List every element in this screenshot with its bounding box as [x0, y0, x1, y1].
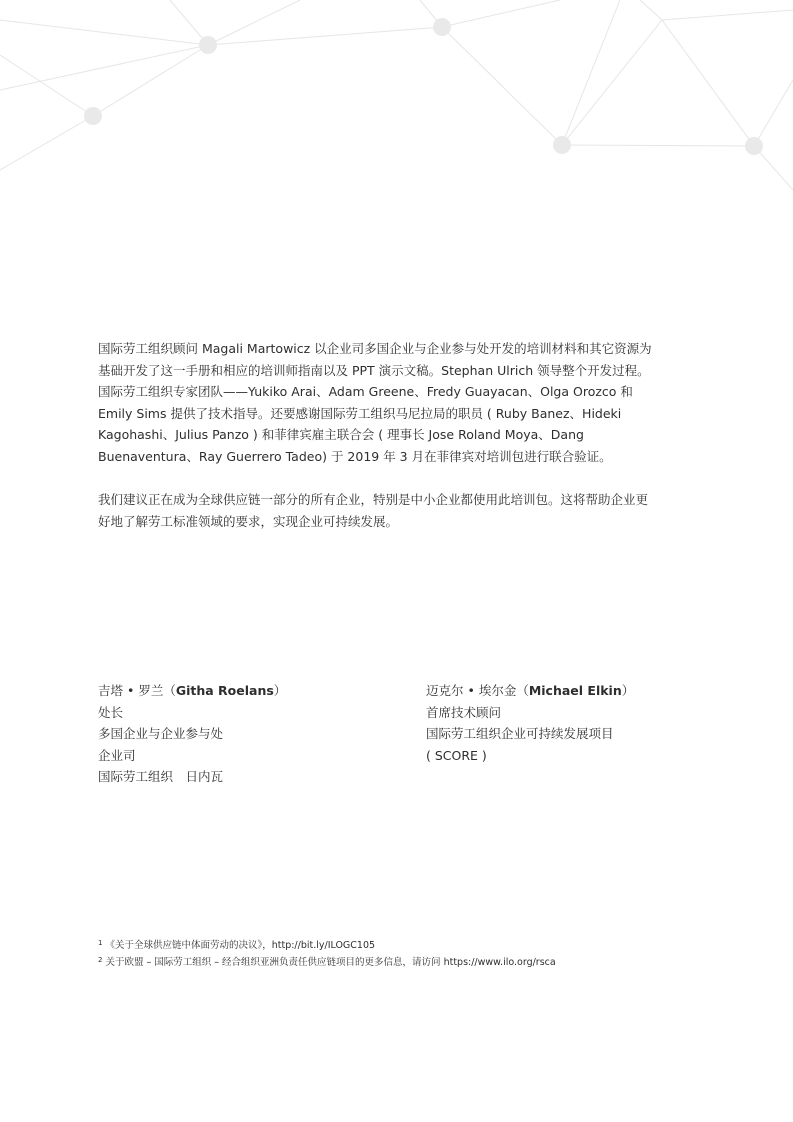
signatory-right [426, 680, 634, 766]
signatory-project-acronym: ( SCORE ) [426, 747, 487, 763]
footnote-text: 《关于全球供应链中体面劳动的决议》，http://bit.ly/ILOGC105 [105, 940, 376, 951]
acknowledgement-paragraph: 国际劳工组织顾问 Magali Martowicz 以企业司多国企业与企业参与处开发的培训材料和其它资源为基础开发了这一手册和相应的培训师指南以及 PPT 演示文稿。Stephan Ulrich 领导整个开发过程。国际劳工组织专家团队——Yukiko Arai、Adam Greene、Fredy Guayacan、Olga Orozco 和 Emily Sims 提供了技术指导。还要感谢国际劳工组织马尼拉局的职员 ( Ruby Banez、Hideki Kagohashi、Julius Panzo ) 和菲律宾雇主联合会 ( 理事长 Jose Roland Moya、Dang Buenaventura、Ray Guerrero Tadeo) 于 2019 年 3 月在菲律宾对培训包进行联合验证。 [98, 341, 652, 464]
footnote [98, 954, 698, 971]
footnote-text: 关于欧盟 – 国际劳工组织 – 经合组织亚洲负责任供应链项目的更多信息，请访问 https://www.ilo.org/rsca [105, 957, 556, 968]
signatory-project: 国际劳工组织企业可持续发展项目 [426, 726, 614, 741]
signatory-title: 首席技术顾问 [426, 704, 502, 720]
signatory-name: 吉塔 • 罗兰（Githa Roelans） [98, 683, 287, 698]
signatory-department: 企业司 [98, 747, 136, 763]
signatory-unit: 多国企业与企业参与处 [98, 726, 224, 741]
recommendation-paragraph: 我们建议正在成为全球供应链一部分的所有企业，特别是中小企业都使用此培训包。这将帮助企业更好地了解劳工标准领域的要求，实现企业可持续发展。 [98, 492, 649, 529]
footnote-mark: 2 [98, 956, 103, 964]
footnote-mark: 1 [98, 939, 103, 947]
signatory-name: 迈克尔 • 埃尔金（Michael Elkin） [426, 683, 635, 698]
footnote [98, 937, 698, 954]
signatory-organization: 国际劳工组织 日内瓦 [98, 769, 224, 784]
signatory-left [98, 680, 286, 788]
signatory-title: 处长 [98, 704, 124, 720]
footnotes [98, 937, 698, 971]
network-decoration [0, 0, 793, 200]
